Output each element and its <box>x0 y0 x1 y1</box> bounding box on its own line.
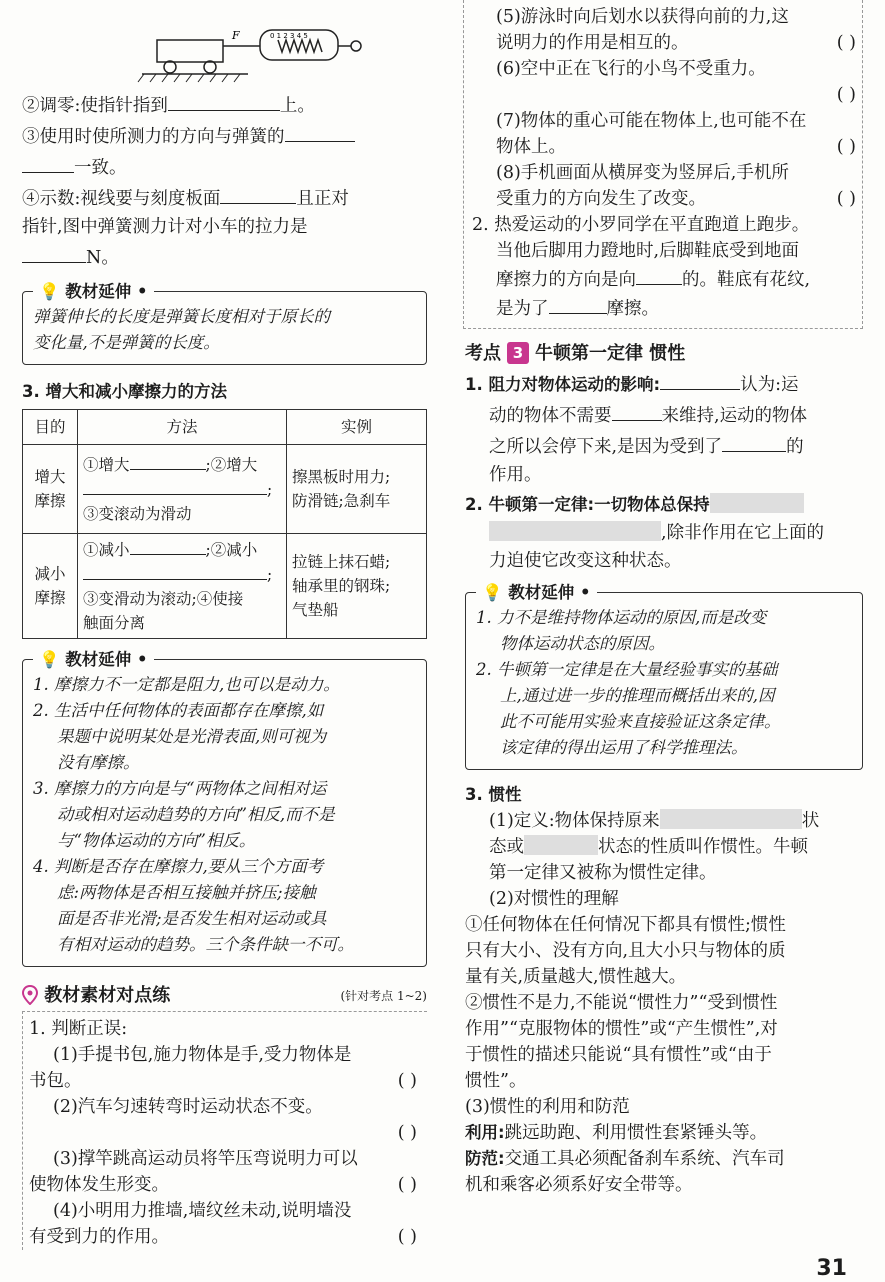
text-span: ;②增大 <box>205 456 258 474</box>
answer-parens[interactable]: ( ) <box>397 1227 417 1247</box>
cart-body <box>157 40 223 62</box>
practice-title-text: 教材素材对点练 <box>44 985 171 1006</box>
answer-blank[interactable] <box>130 537 206 555</box>
text-span: ④示数:视线要与刻度板面 <box>22 189 221 209</box>
question-line: 2. 热爱运动的小罗同学在平直跑道上跑步。 <box>472 215 810 235</box>
text-line <box>465 1120 863 1146</box>
text-span: 之所以会停下来,是因为受到了 <box>489 437 723 457</box>
text-span: 受重力的方向发生了改变。 <box>496 189 706 209</box>
text-span: 说明力的作用是相互的。 <box>496 33 689 53</box>
answer-parens[interactable]: ( ) <box>836 85 856 105</box>
answer-blank[interactable] <box>636 264 682 285</box>
location-pin-icon <box>22 985 38 1005</box>
table-cell <box>23 445 78 534</box>
text-line: 作用”“克服物体的惯性”或“产生惯性”,对 <box>465 1019 778 1039</box>
question-line <box>472 293 856 322</box>
answer-blank[interactable] <box>722 431 786 452</box>
text-line: 变化量,不是弹簧的长度。 <box>33 333 220 352</box>
text-span: ,除非作用在它上面的 <box>661 523 825 543</box>
box-title: 教材延伸 <box>508 583 575 602</box>
text-line: 量有关,质量越大,惯性越大。 <box>465 967 687 987</box>
question-line: (5)游泳时向后划水以获得向前的力,这 <box>496 7 789 27</box>
text-span: 来维持,运动的物体 <box>661 406 808 426</box>
cell-line <box>83 537 281 562</box>
text-span: 使物体发生形变。 <box>29 1175 169 1195</box>
question-line: 1. 判断正误: <box>29 1019 128 1039</box>
answer-blank[interactable] <box>22 242 86 263</box>
text-span: 上。 <box>279 96 315 116</box>
text-line: 惯性”。 <box>465 1071 527 1091</box>
answer-blank[interactable] <box>612 400 662 421</box>
answer-blank[interactable] <box>524 835 598 855</box>
text-line: 没有摩擦。 <box>57 753 140 772</box>
text-line <box>22 183 427 212</box>
section-title: 3. 惯性 <box>465 785 522 804</box>
text-span: 状态的性质叫作惯性。牛顿 <box>598 837 808 857</box>
question-line <box>496 134 856 160</box>
text-line: 动或相对运动趋势的方向”相反,而不是 <box>57 805 335 824</box>
text-span: 态或 <box>489 837 524 857</box>
cell-text: 增大 <box>34 468 66 486</box>
text-span: 一致。 <box>74 158 127 178</box>
kaodian-title: 牛顿第一定律 惯性 <box>535 343 686 364</box>
text-line <box>465 369 863 398</box>
cell-text: 擦黑板时用力; <box>292 468 391 486</box>
text-line: 与“物体运动的方向”相反。 <box>57 831 256 850</box>
table-header: 方法 <box>78 410 287 445</box>
answer-parens[interactable]: ( ) <box>836 189 856 209</box>
box-title: 教材延伸 <box>65 282 132 301</box>
cell-line <box>83 452 281 477</box>
spring-scale-cart-diagram <box>22 0 427 86</box>
kaodian-body <box>465 369 863 574</box>
force-label: F <box>232 29 240 42</box>
table-header: 目的 <box>23 410 78 445</box>
text-span: 利用: <box>465 1123 505 1142</box>
cell-line: ; <box>83 562 281 587</box>
text-span: 有受到力的作用。 <box>29 1227 169 1247</box>
text-line <box>22 90 427 119</box>
cell-text: 拉链上抹石蜡; <box>292 553 391 571</box>
text-line: ②惯性不是力,不能说“惯性力”“受到惯性 <box>465 993 778 1013</box>
question-line <box>472 264 856 293</box>
text-span: 动的物体不需要 <box>489 406 612 426</box>
text-line: 只有大小、没有方向,且大小只与物体的质 <box>465 941 786 961</box>
text-line <box>465 492 863 518</box>
text-line: (3)惯性的利用和防范 <box>465 1097 630 1117</box>
text-span: 状 <box>801 811 820 831</box>
text-line: 第一定律又被称为惯性定律。 <box>489 863 717 883</box>
text-line <box>22 242 427 271</box>
inertia-section <box>465 782 863 1198</box>
section-title: 3. 增大和减小摩擦力的方法 <box>22 382 227 401</box>
text-span: ③使用时使所测力的方向与弹簧的 <box>22 127 285 147</box>
bulb-icon: 💡 <box>39 650 60 669</box>
answer-parens[interactable]: ( ) <box>397 1123 417 1143</box>
textbook-extension-box <box>465 583 863 770</box>
question-line <box>496 30 856 56</box>
text-span: ②调零:使指针指到 <box>22 96 168 116</box>
text-span: 物体上。 <box>496 137 566 157</box>
answer-blank[interactable] <box>489 521 661 541</box>
text-span: ①增大 <box>83 456 130 474</box>
dot-icon: • <box>580 583 591 602</box>
answer-blank[interactable] <box>710 493 804 513</box>
question-line: (8)手机画面从横屏变为竖屏后,手机所 <box>496 163 789 183</box>
text-line: 果题中说明某处是光滑表面,则可视为 <box>57 727 327 746</box>
bulb-icon: 💡 <box>39 282 60 301</box>
text-line: 虑:两物体是否相互接触并挤压;接触 <box>57 883 316 902</box>
textbook-extension-box <box>22 282 427 365</box>
cell-line: ③变滑动为滚动;④使接 <box>83 590 244 608</box>
answer-blank[interactable] <box>83 477 267 495</box>
text-line <box>465 400 863 429</box>
text-line: 于惯性的描述只能说“具有惯性”或“由于 <box>465 1045 772 1065</box>
question-line: (4)小明用力推墙,墙纹丝未动,说明墙没 <box>53 1201 352 1221</box>
answer-blank[interactable] <box>130 452 206 470</box>
table-cell <box>78 534 287 639</box>
text-span: 1. 阻力对物体运动的影响: <box>465 375 661 394</box>
text-line: 指针,图中弹簧测力计对小车的拉力是 <box>22 217 308 237</box>
text-span: N。 <box>86 248 119 268</box>
cart-wheel <box>204 61 216 73</box>
text-span: 跳远助跑、利用惯性套紧锤头等。 <box>504 1123 768 1143</box>
text-line <box>489 834 863 860</box>
box-caption <box>33 647 154 673</box>
answer-blank[interactable] <box>220 183 296 204</box>
text-span: 防范: <box>465 1149 505 1168</box>
box-title: 教材延伸 <box>65 650 132 669</box>
text-line: 该定律的得出运用了科学推理法。 <box>500 738 748 757</box>
text-span: 2. 牛顿第一定律:一切物体总保持 <box>465 495 710 514</box>
text-line: 有相对运动的趋势。三个条件缺一不可。 <box>57 935 354 954</box>
left-column <box>22 0 427 1250</box>
answer-parens[interactable]: ( ) <box>397 1175 417 1195</box>
text-span: 认为:运 <box>740 375 799 395</box>
question-line: 当他后脚用力蹬地时,后脚鞋底受到地面 <box>496 241 800 261</box>
text-line: (2)对惯性的理解 <box>489 889 619 909</box>
text-line: 此不可能用实验来直接验证这条定律。 <box>500 712 781 731</box>
text-line: 弹簧伸长的长度是弹簧长度相对于原长的 <box>33 307 330 326</box>
question-line <box>496 82 856 108</box>
question-line: (1)手提书包,施力物体是手,受力物体是 <box>53 1045 352 1065</box>
table-header: 实例 <box>287 410 427 445</box>
text-line: 2. 牛顿第一定律是在大量经验事实的基础 <box>476 660 778 679</box>
answer-blank[interactable] <box>168 90 280 111</box>
text-span: 是为了 <box>496 299 549 319</box>
text-line: 物体运动状态的原因。 <box>500 634 665 653</box>
friction-methods-table <box>22 409 427 639</box>
table-cell <box>287 534 427 639</box>
text-line: 机和乘客必须系好安全带等。 <box>465 1175 693 1195</box>
cell-text: 减小 <box>34 565 66 583</box>
answer-blank[interactable] <box>549 293 607 314</box>
text-line: 力迫使它改变这种状态。 <box>489 551 682 571</box>
practice-box <box>22 1011 427 1250</box>
textbook-extension-box <box>22 650 427 967</box>
table-cell <box>287 445 427 534</box>
question-items <box>472 4 856 212</box>
text-span: 书包。 <box>29 1071 82 1091</box>
text-line: 2. 生活中任何物体的表面都存在摩擦,如 <box>33 701 324 720</box>
answer-parens[interactable]: ( ) <box>836 137 856 157</box>
text-line: 4. 判断是否存在摩擦力,要从三个方面考 <box>33 857 324 876</box>
dot-icon: • <box>137 282 148 301</box>
spring-coil <box>278 40 322 52</box>
question-line: (7)物体的重心可能在物体上,也可能不在 <box>496 111 807 131</box>
question-items <box>29 1042 427 1250</box>
table-row <box>23 534 427 639</box>
text-span: 摩擦。 <box>606 299 659 319</box>
cart-wheel <box>164 61 176 73</box>
question-line <box>29 1068 427 1094</box>
table-cell <box>23 534 78 639</box>
practice-section <box>22 983 427 1250</box>
cell-line: ③变滚动为滑动 <box>83 505 192 523</box>
cell-text: 摩擦 <box>34 492 66 510</box>
table-row <box>23 445 427 534</box>
text-line <box>22 121 427 150</box>
cell-text: 防滑链;急刹车 <box>292 492 391 510</box>
text-line: 1. 力不是维持物体运动的原因,而是改变 <box>476 608 767 627</box>
text-line: 面是否非光滑;是否发生相对运动或具 <box>57 909 327 928</box>
text-span: 摩擦力的方向是向 <box>496 270 636 290</box>
text-span: (1)定义:物体保持原来 <box>489 811 660 831</box>
text-line: 1. 摩擦力不一定都是阻力,也可以是动力。 <box>33 675 340 694</box>
cell-line: 触面分离 <box>83 614 146 632</box>
text-line <box>465 431 863 460</box>
text-span: ①减小 <box>83 541 130 559</box>
answer-parens[interactable]: ( ) <box>836 33 856 53</box>
text-line <box>465 520 863 546</box>
text-line: 作用。 <box>489 465 542 485</box>
cell-text: 摩擦 <box>34 589 66 607</box>
answer-blank[interactable] <box>83 562 267 580</box>
question-line <box>29 1172 427 1198</box>
cell-text: 气垫船 <box>292 601 339 619</box>
practice-tag: (针对考点 1~2) <box>340 989 427 1003</box>
question-line <box>53 1120 427 1146</box>
text-span: 的。鞋底有花纹, <box>682 270 811 290</box>
cell-text: 轴承里的钢珠; <box>292 577 391 595</box>
question-line: (6)空中正在飞行的小鸟不受重力。 <box>496 59 766 79</box>
text-line <box>489 808 863 834</box>
practice-continued-box <box>463 0 863 329</box>
table-cell <box>78 445 287 534</box>
question-line: (2)汽车匀速转弯时运动状态不变。 <box>53 1097 323 1117</box>
text-span: 的 <box>786 437 804 457</box>
right-column <box>465 0 863 1198</box>
kaodian-number-badge: 3 <box>507 342 529 364</box>
text-line: 3. 摩擦力的方向是与“两物体之间相对运 <box>33 779 327 798</box>
scale-digits: 0 1 2 3 4 5 <box>270 32 308 40</box>
answer-blank[interactable] <box>285 121 355 142</box>
answer-parens[interactable]: ( ) <box>397 1071 417 1091</box>
text-line: 上,通过进一步的推理而概括出来的,因 <box>500 686 775 705</box>
cell-line: ; <box>83 477 281 502</box>
text-line <box>465 1146 863 1172</box>
text-span: 且正对 <box>296 189 349 209</box>
question-line: (3)撑竿跳高运动员将竿压弯说明力可以 <box>53 1149 358 1169</box>
page-number: 31 <box>816 1256 847 1281</box>
answer-blank[interactable] <box>660 369 740 390</box>
table-header-row <box>23 410 427 445</box>
answer-blank[interactable] <box>660 809 802 829</box>
question-line <box>496 186 856 212</box>
kaodian-label: 考点 <box>465 343 501 364</box>
text-line: ①任何物体在任何情况下都具有惯性;惯性 <box>465 915 786 935</box>
text-span: ;②减小 <box>205 541 258 559</box>
box-caption <box>33 279 154 305</box>
text-line <box>22 152 427 181</box>
kaodian-heading <box>465 341 863 367</box>
answer-blank[interactable] <box>22 152 74 173</box>
inertia-body <box>465 808 863 912</box>
dot-icon: • <box>137 650 148 669</box>
bulb-icon: 💡 <box>482 583 503 602</box>
question-line <box>29 1224 427 1250</box>
text-span: 交通工具必须配备刹车系统、汽车司 <box>504 1149 785 1169</box>
box-caption <box>476 580 597 606</box>
